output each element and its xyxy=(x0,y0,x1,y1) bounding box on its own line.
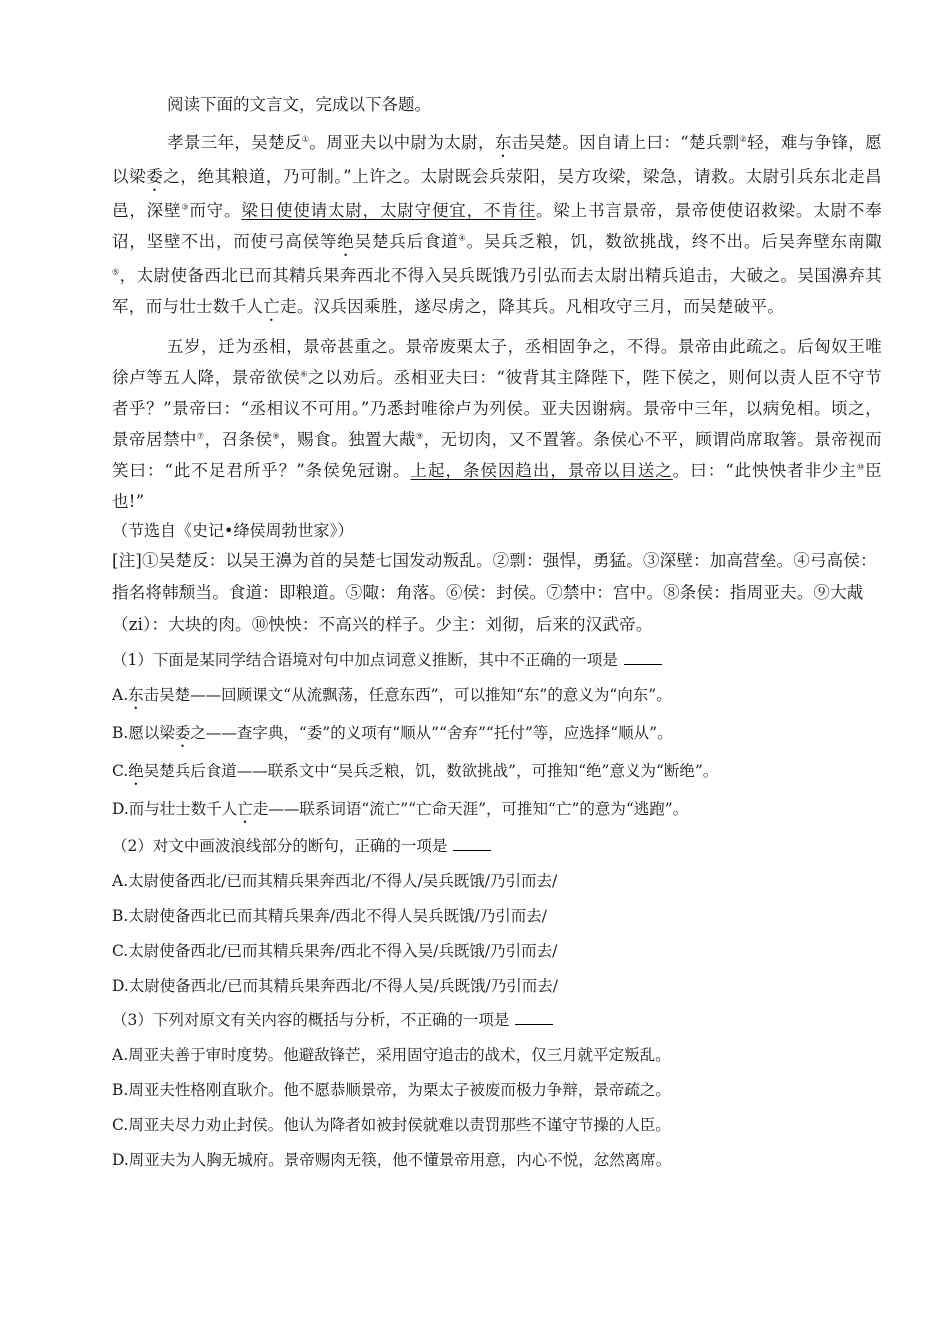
question-1-option-d: D.而与壮士数千人亡走——联系词语“流亡”“亡命天涯”，可推知“亡”的意为“逃跑”。 xyxy=(112,800,689,818)
dotted-word: 委 xyxy=(174,724,191,742)
footnote-ref: ⑤ xyxy=(112,267,120,277)
footnote-ref: ⑧ xyxy=(272,431,281,441)
underlined-sentence: 梁日使使请太尉，太尉守便宜，不肯往 xyxy=(241,201,536,220)
footnote-ref: ① xyxy=(301,134,310,144)
question-2-stem: （2）对文中画波浪线部分的断句，正确的一项是 xyxy=(112,832,882,861)
footnote-ref: ② xyxy=(739,134,748,144)
footnote-ref: ⑥ xyxy=(300,369,309,379)
footnote-ref: ③ xyxy=(181,202,190,212)
dotted-word: 东 xyxy=(494,133,512,152)
footnote-ref: ⑩ xyxy=(857,462,866,472)
footnote-ref: ⑨ xyxy=(416,431,424,441)
footnote-ref: ⑦ xyxy=(196,431,205,441)
question-3-option-b: B.周亚夫性格刚直耿介。他不愿恭顺景帝，为栗太子被废而极力争辩，景帝疏之。 xyxy=(112,1081,671,1099)
question-3-option-c: C.周亚夫尽力劝止封侯。他认为降者如被封侯就难以责罚那些不谨守节操的人臣。 xyxy=(112,1116,671,1134)
question-1-option-c: C.绝吴楚兵后食道——联系文中“吴兵乏粮，饥，数欲挑战”，可推知“绝”意义为“断绝”。 xyxy=(112,762,719,780)
question-1-option-a: A.东击吴楚——回顾课文“从流飘荡，任意东西”，可以推知“东”的意义为“向东”。 xyxy=(112,686,672,704)
question-3-option-d: D.周亚夫为人胸无城府。景帝赐肉无筷，他不懂景帝用意，内心不悦，忿然离席。 xyxy=(112,1151,672,1169)
question-3-stem: （3）下列对原文有关内容的概括与分析，不正确的一项是 xyxy=(112,1006,882,1035)
answer-blank[interactable] xyxy=(624,650,662,665)
passage-paragraph-1: 孝景三年，吴楚反①。周亚夫以中尉为太尉，东击吴楚。因自请上曰：“楚兵剽②轻，难与争锋，愿以梁委之，绝其粮道，乃可制。”上许之。太尉既会兵荥阳，吴方攻梁，梁急，请救。太尉引兵东北走昌邑，深壁③而守。梁日使使请太尉，太尉守便宜，不肯往。梁上书言景帝，景帝使使诏救梁。太尉不奉诏，坚壁不出，而使弓高侯等绝吴楚兵后食道④。吴兵乏粮，饥，数欲挑战，终不出。后吴奔壁东南陬⑤，太尉使备西北已而其精兵果奔西北不得入吴兵既饿乃引弘而去太尉出精兵追击，大破之。吴国濞弃其军，而与壮士数千人亡走。汉兵因乘胜，遂尽虏之，降其兵。凡相攻守三月，而吴楚破平。 xyxy=(112,133,883,316)
question-2-option-d: D.太尉使备西北/已而其精兵果奔西北/不得人吴/兵既饿/乃引而去/ xyxy=(112,977,558,995)
footnote-ref: ④ xyxy=(458,233,467,243)
passage-paragraph-2: 五岁，迁为丞相，景帝甚重之。景帝废栗太子，丞相固争之，不得。景帝由此疏之。后匈奴王唯徐卢等五人降，景帝欲侯⑥之以劝后。丞相亚夫曰：“彼背其主降陛下，陛下侯之，则何以责人臣不守节者乎？”景帝曰：“丞相议不可用。”乃悉封唯徐卢为列侯。亚夫因谢病。景帝中三年，以病免相。顷之，景帝居禁中⑦，召条侯⑧，赐食。独置大胾⑨，无切肉，又不置箸。条侯心不平，顾谓尚席取箸。景帝视而笑曰：“此不足君所乎？”条侯免冠谢。上起，条侯因趋出，景帝以目送之。曰：“此怏怏者非少主⑩臣也!” xyxy=(112,337,882,511)
document-page xyxy=(112,92,882,1175)
question-3-option-a: A.周亚夫善于审时度势。他避敌锋芒，采用固守追击的战术，仅三月就平定叛乱。 xyxy=(112,1046,671,1064)
dotted-word: 绝 xyxy=(128,762,144,780)
question-1-stem: （1）下面是某同学结合语境对句中加点词意义推断，其中不正确的一项是 xyxy=(112,646,882,675)
answer-blank[interactable] xyxy=(453,836,491,851)
dotted-word: 亡 xyxy=(263,297,281,316)
dotted-word: 绝 xyxy=(337,232,355,251)
instruction: 阅读下面的文言文，完成以下各题。 xyxy=(167,95,431,114)
dotted-word: 委 xyxy=(146,167,164,186)
question-2-option-a: A.太尉使备西北/已而其精兵果奔西北/不得人/吴兵既饿/乃引而去/ xyxy=(112,872,558,890)
annotation-notes: [注]①吴楚反：以吴王濞为首的吴楚七国发动叛乱。②剽：强悍，勇猛。③深壁：加高营垒。④弓高侯：指名将韩颓当。食道：即粮道。⑤陬：角落。⑥侯：封侯。⑦禁中：宫中。⑧条侯：指周亚夫。⑨大胾（zi）：大块的肉。⑩怏怏：不高兴的样子。少主：刘彻，后来的汉武帝。 xyxy=(112,551,877,634)
dotted-word: 东 xyxy=(128,686,144,704)
answer-blank[interactable] xyxy=(515,1010,553,1025)
dotted-word: 亡 xyxy=(237,800,253,818)
question-2-option-c: C.太尉使备西北/已而其精兵果奔/西北不得入吴/兵既饿/乃引而去/ xyxy=(112,942,558,960)
question-1-option-b: B.愿以梁委之——查字典，“委”的义项有“顺从”“舍弃”“托付”等，应选择“顺从”。 xyxy=(112,724,673,742)
source-citation: （节选自《史记•绛侯周勃世家》） xyxy=(112,521,354,540)
underlined-sentence: 上起，条侯因趋出，景帝以目送之 xyxy=(410,461,673,480)
question-2-option-b: B.太尉使备西北已而其精兵果奔/西北不得人吴兵既饿/乃引而去/ xyxy=(112,907,547,925)
